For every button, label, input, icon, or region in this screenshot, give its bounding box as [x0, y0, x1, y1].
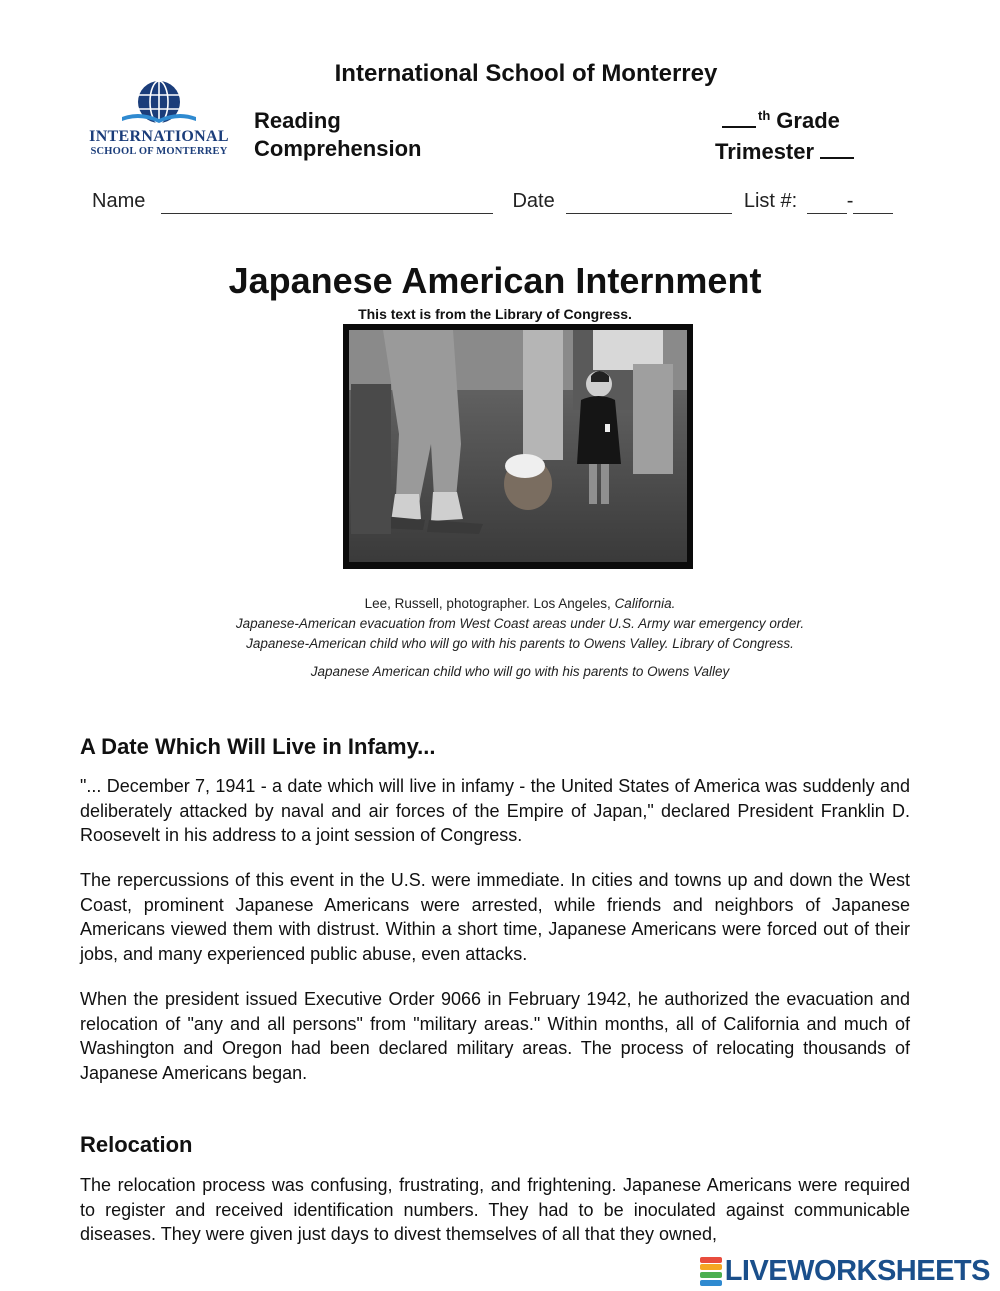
caption-line1: Lee, Russell, photographer. Los Angeles, [364, 596, 615, 611]
date-field[interactable] [566, 190, 732, 214]
subject-line1: Reading [254, 108, 341, 133]
liveworksheets-icon [700, 1257, 722, 1287]
article-source: This text is from the Library of Congress. [358, 306, 632, 322]
logo-text-line1: INTERNATIONAL [89, 128, 229, 145]
icon-block-v [700, 1272, 722, 1278]
photo-illustration [343, 324, 693, 569]
grade-blank[interactable] [722, 108, 756, 128]
name-label: Name [92, 190, 146, 212]
grade-trimester-block [715, 107, 854, 166]
logo-text-line2: SCHOOL OF MONTERREY [90, 146, 228, 157]
list-field-2[interactable] [853, 190, 893, 214]
globe-book-icon [114, 80, 204, 128]
list-label: List #: [743, 190, 798, 212]
paragraph-3: When the president issued Executive Order 9066 in February 1942, he authorized the evacuation and relocation of "any and all persons" from "military areas." Within months, all of California and much of Washington and Oregon had been declared military areas. The process of relocating thousands of Japanese Americans began. [80, 989, 910, 1083]
date-label: Date [512, 190, 555, 212]
liveworksheets-brand[interactable] [700, 1255, 990, 1288]
paragraph-1: "... December 7, 1941 - a date which will live in infamy - the United States of America was suddenly and deliberately attacked by naval and air forces of the Empire of Japan," declared President Franklin D. Roosevelt in his address to a joint session of Congress. [80, 776, 910, 845]
section-heading-infamy: A Date Which Will Live in Infamy... [80, 734, 436, 759]
name-field[interactable] [161, 190, 493, 214]
subject-line2: Comprehension [254, 136, 422, 161]
photo-caption [0, 594, 1000, 654]
paragraph-4: The relocation process was confusing, frustrating, and frightening. Japanese Americans were required to register and received identification numbers. They had to be inoculated against communicable diseases. They were given just days to divest themselves of all that they owned, [80, 1175, 910, 1244]
section-heading-relocation: Relocation [80, 1132, 193, 1157]
student-info-row [92, 190, 893, 214]
liveworksheets-text: LIVEWORKSHEETS [724, 1255, 990, 1287]
list-field-1[interactable] [807, 190, 847, 214]
school-name: International School of Monterrey [334, 60, 718, 87]
icon-block-e [700, 1280, 722, 1286]
trimester-blank[interactable] [820, 139, 854, 159]
paragraph-2: The repercussions of this event in the U.S. were immediate. In cities and towns up and down the West Coast, prominent Japanese Americans were arrested, while friends and neighbors of Japanese Americans viewed them with distrust. Within a short time, Japanese Americans were forced out of their jobs, and many experienced public abuse, even attacks. [80, 870, 910, 964]
caption-line3: Japanese-American child who will go with his parents to Owens Valley. Library of Congress. [246, 636, 794, 651]
grade-suffix: th [758, 108, 771, 123]
icon-block-l [700, 1257, 722, 1263]
caption-extra: Japanese American child who will go with his parents to Owens Valley [310, 664, 730, 679]
subject-label [254, 107, 421, 163]
school-logo [84, 80, 234, 165]
article-photo [343, 324, 693, 569]
icon-block-i [700, 1264, 722, 1270]
caption-line2: Japanese-American evacuation from West Coast areas under U.S. Army war emergency order. [235, 616, 805, 631]
article-title: Japanese American Internment [228, 260, 762, 301]
trimester-label: Trimester [715, 139, 815, 164]
caption-place: California. [614, 596, 676, 611]
list-separator: - [846, 190, 854, 212]
grade-label: Grade [776, 108, 840, 133]
